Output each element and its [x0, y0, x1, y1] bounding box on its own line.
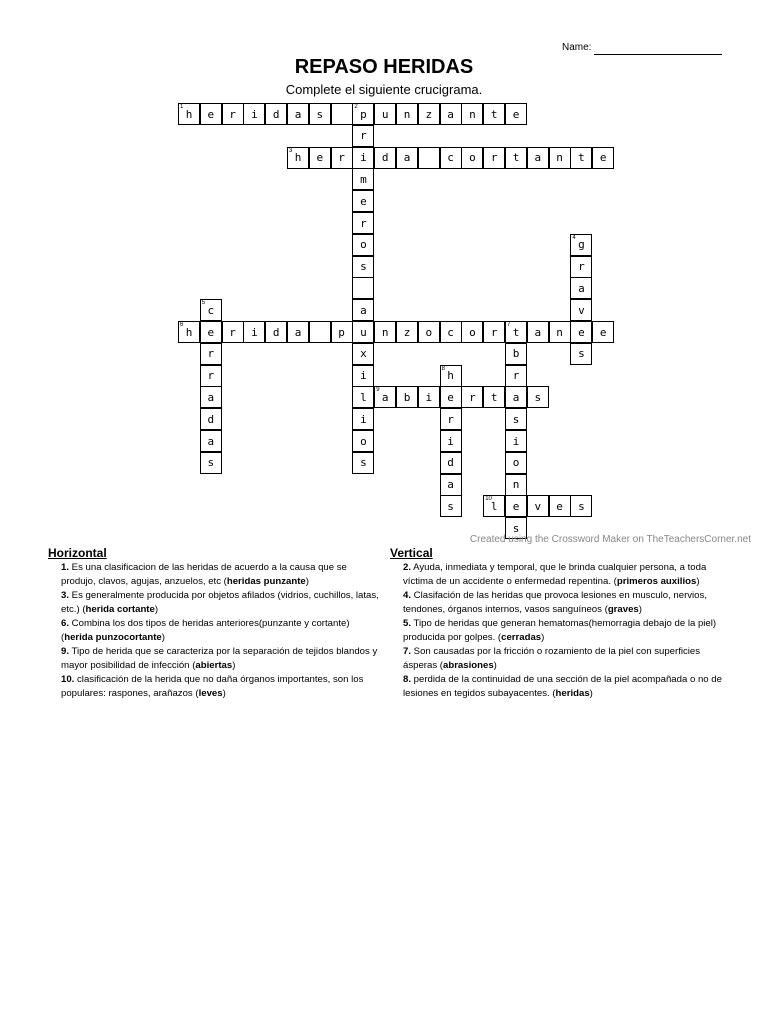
- grid-cell[interactable]: [352, 321, 374, 343]
- cell-letter: s: [512, 521, 520, 535]
- grid-cell[interactable]: [352, 365, 374, 387]
- grid-cell[interactable]: [352, 430, 374, 452]
- grid-cell[interactable]: [352, 190, 374, 212]
- grid-cell[interactable]: [374, 147, 396, 169]
- grid-cell[interactable]: [374, 386, 396, 408]
- cell-letter: o: [425, 325, 433, 339]
- cell-letter: a: [403, 151, 411, 165]
- grid-cell[interactable]: [440, 386, 462, 408]
- cell-letter: s: [534, 390, 542, 404]
- clue-number: 5: [201, 300, 206, 307]
- cell-letter: e: [316, 151, 324, 165]
- cell-letter: e: [360, 194, 367, 208]
- cell-letter: r: [490, 151, 498, 165]
- clue-text: Son causadas por la fricción o rozamiento de la piel con superficies ásperas (: [403, 646, 701, 671]
- clue-answer: abrasiones: [443, 660, 494, 671]
- cell-letter: s: [360, 456, 367, 470]
- grid-cell[interactable]: [461, 321, 483, 343]
- grid-cell[interactable]: [505, 430, 527, 452]
- cell-letter: a: [360, 303, 367, 317]
- clue-tail: ): [696, 576, 700, 587]
- cell-letter: o: [469, 325, 476, 339]
- cell-letter: r: [229, 325, 236, 339]
- grid-cell[interactable]: [331, 321, 353, 343]
- cell-letter: r: [207, 347, 215, 361]
- cell-letter: a: [447, 107, 454, 121]
- grid-cell[interactable]: [200, 365, 222, 387]
- vertical-clues: [390, 546, 730, 701]
- cell-letter: r: [360, 129, 367, 143]
- grid-cell[interactable]: [200, 299, 222, 321]
- cell-letter: u: [381, 107, 389, 121]
- grid-cell[interactable]: [592, 147, 614, 169]
- credit-line: Created using the Crossword Maker on TheTeachersCorner.net: [469, 534, 751, 545]
- grid-cell[interactable]: [483, 495, 505, 517]
- clue-text: clasificación de la herida que no daña órganos importantes, son los populares: raspones, arañazos (: [61, 674, 364, 699]
- clue-tail: ): [589, 688, 593, 699]
- clue-answer: abiertas: [195, 660, 233, 671]
- page-title: REPASO HERIDAS: [294, 56, 474, 78]
- grid-cell[interactable]: [483, 321, 505, 343]
- cell-letter: a: [294, 325, 302, 339]
- grid-cell[interactable]: [418, 386, 440, 408]
- cell-letter: n: [512, 478, 520, 492]
- grid-cell[interactable]: [440, 147, 462, 169]
- grid-cell[interactable]: [461, 103, 483, 125]
- grid-cell[interactable]: [549, 495, 571, 517]
- grid-cell[interactable]: [527, 495, 549, 517]
- grid-cell[interactable]: [265, 321, 287, 343]
- clue-item: [48, 589, 380, 617]
- grid-cell[interactable]: [570, 277, 592, 299]
- grid-cell[interactable]: [483, 386, 505, 408]
- clue-answer: heridas punzante: [226, 576, 306, 587]
- clue-item: [390, 561, 730, 589]
- grid-cell[interactable]: [440, 365, 462, 387]
- grid-cell[interactable]: [505, 474, 527, 496]
- clue-item: [48, 617, 380, 645]
- grid-cell[interactable]: [483, 103, 505, 125]
- clue-number: 10.: [61, 674, 75, 685]
- grid-cell[interactable]: [570, 299, 592, 321]
- grid-cell[interactable]: [396, 386, 418, 408]
- grid-cell[interactable]: [352, 452, 374, 474]
- grid-cell[interactable]: [483, 147, 505, 169]
- clue-text: Es generalmente producida por objetos afilados (vidrios, cuchillos, latas, etc.) (: [61, 590, 379, 615]
- grid-cell[interactable]: [570, 343, 592, 365]
- vertical-clue-list: [390, 561, 730, 701]
- grid-cell[interactable]: [440, 321, 462, 343]
- clue-number: 4: [572, 234, 576, 241]
- grid-cell[interactable]: [243, 321, 265, 343]
- cell-letter: a: [534, 151, 542, 165]
- grid-cell[interactable]: [200, 452, 222, 474]
- grid-cell[interactable]: [200, 103, 222, 125]
- cell-letter: a: [534, 325, 542, 339]
- cell-letter: a: [381, 390, 389, 404]
- grid-cell[interactable]: [570, 234, 592, 256]
- cell-letter: a: [207, 434, 215, 448]
- horizontal-heading: Horizontal: [48, 546, 107, 560]
- grid-cell[interactable]: [309, 103, 331, 125]
- clue-item: [390, 589, 730, 617]
- cell-letter: a: [578, 281, 585, 295]
- cell-letter: b: [512, 347, 520, 361]
- cell-letter: o: [469, 151, 476, 165]
- cell-letter: r: [490, 325, 498, 339]
- grid-cell[interactable]: [352, 125, 374, 147]
- clue-tail: ): [305, 576, 309, 587]
- clue-tail: ): [154, 604, 159, 615]
- cell-letter: r: [229, 107, 236, 121]
- cell-letter: r: [512, 369, 520, 383]
- grid-cell[interactable]: [287, 321, 309, 343]
- grid-cell[interactable]: [461, 386, 483, 408]
- cell-letter: h: [447, 369, 454, 383]
- grid-cell[interactable]: [440, 430, 462, 452]
- grid-cell[interactable]: [440, 452, 462, 474]
- clue-tail: ): [541, 632, 545, 643]
- cell-letter: z: [425, 107, 433, 121]
- cell-letter: s: [512, 412, 520, 426]
- clue-tail: ): [493, 660, 497, 671]
- grid-cell[interactable]: [200, 430, 222, 452]
- grid-cell[interactable]: [352, 168, 374, 190]
- clue-tail: ): [161, 632, 165, 643]
- grid-cell[interactable]: [352, 212, 374, 234]
- cell-letter: c: [207, 303, 215, 317]
- clue-number: 9.: [61, 646, 70, 657]
- clue-number: 4.: [403, 590, 412, 601]
- grid-cell[interactable]: [287, 147, 309, 169]
- cell-letter: s: [207, 456, 215, 470]
- grid-cell[interactable]: [178, 321, 200, 343]
- clue-text: Es una clasificacion de las heridas de acuerdo a la causa que se produjo, clavos, agujas, anzuelos, etc (: [61, 562, 347, 587]
- cell-letter: i: [512, 434, 520, 448]
- cell-letter: t: [490, 390, 498, 404]
- grid-cell[interactable]: [222, 321, 244, 343]
- grid-cell[interactable]: [331, 147, 353, 169]
- clue-number: 1: [180, 104, 184, 110]
- grid-cell[interactable]: [352, 256, 374, 278]
- cell-letter: n: [469, 107, 476, 121]
- clue-number: 7.: [403, 646, 412, 657]
- grid-cell[interactable]: [374, 321, 396, 343]
- cell-letter: o: [512, 456, 520, 470]
- grid-cell[interactable]: [178, 103, 200, 125]
- grid-cell[interactable]: [418, 103, 440, 125]
- cell-letter: t: [512, 325, 520, 339]
- clue-item: [48, 645, 380, 673]
- grid-cell[interactable]: [243, 103, 265, 125]
- grid-cell[interactable]: [200, 408, 222, 430]
- cell-letter: p: [360, 107, 367, 121]
- cell-letter: s: [447, 499, 454, 513]
- cell-letter: n: [381, 325, 389, 339]
- cell-letter: e: [447, 390, 454, 404]
- cell-letter: a: [207, 390, 215, 404]
- clue-text: Clasifación de las heridas que provoca lesiones en musculo, nervios, tendones, órganos internos, vasos sanguíneos (: [403, 590, 707, 615]
- clue-number: 8: [441, 365, 445, 372]
- grid-cell[interactable]: [570, 495, 592, 517]
- grid-cell[interactable]: [505, 452, 527, 474]
- grid-cell[interactable]: [527, 386, 549, 408]
- grid-cell[interactable]: [440, 408, 462, 430]
- grid-cell[interactable]: [352, 299, 374, 321]
- clue-item: [48, 561, 380, 589]
- cell-letter: t: [578, 151, 585, 165]
- clue-text: Tipo de herida que se caracteriza por la separación de tejidos blandos y mayor posibilidad de infección (: [61, 646, 378, 671]
- clue-number: 3.: [61, 590, 70, 601]
- cell-letter: c: [447, 151, 454, 165]
- cell-letter: u: [360, 325, 367, 339]
- clue-answer: cerradas: [501, 632, 542, 643]
- grid-cell[interactable]: [440, 495, 462, 517]
- cell-letter: e: [578, 325, 585, 339]
- cell-letter: s: [578, 347, 585, 361]
- cell-letter: p: [338, 325, 345, 339]
- clue-item: [390, 617, 730, 645]
- grid-cell[interactable]: [331, 103, 353, 125]
- clue-number: 10: [485, 496, 492, 503]
- grid-cell[interactable]: [440, 103, 462, 125]
- cell-letter: d: [207, 412, 215, 426]
- grid-cell[interactable]: [265, 103, 287, 125]
- cell-letter: z: [403, 325, 411, 339]
- grid-cell[interactable]: [505, 408, 527, 430]
- cell-letter: r: [338, 151, 345, 165]
- cell-letter: i: [425, 390, 433, 404]
- cell-letter: t: [512, 151, 520, 165]
- cell-letter: e: [207, 325, 215, 339]
- cell-letter: n: [556, 325, 563, 339]
- cell-letter: o: [360, 238, 367, 252]
- grid-cell[interactable]: [287, 103, 309, 125]
- cell-letter: r: [207, 369, 215, 383]
- clue-number: 9: [376, 387, 380, 394]
- grid-cell[interactable]: [570, 256, 592, 278]
- grid-cell[interactable]: [352, 408, 374, 430]
- cell-letter: t: [490, 107, 498, 121]
- grid-cell[interactable]: [396, 147, 418, 169]
- grid-cell[interactable]: [418, 147, 440, 169]
- grid-cell[interactable]: [200, 321, 222, 343]
- grid-cell[interactable]: [200, 386, 222, 408]
- grid-cell[interactable]: [222, 103, 244, 125]
- grid-cell[interactable]: [505, 321, 527, 343]
- grid-cell[interactable]: [505, 103, 527, 125]
- grid-cell[interactable]: [527, 321, 549, 343]
- cell-letter: e: [207, 107, 215, 121]
- cell-letter: l: [490, 499, 498, 513]
- cell-letter: h: [185, 107, 193, 121]
- grid-cell[interactable]: [440, 474, 462, 496]
- clue-item: [390, 645, 730, 673]
- grid-cell[interactable]: [309, 321, 331, 343]
- cell-letter: r: [578, 260, 585, 274]
- cell-letter: o: [360, 434, 367, 448]
- horizontal-clues: [48, 546, 380, 701]
- cell-letter: i: [360, 151, 367, 165]
- clue-number: 8.: [403, 674, 412, 685]
- grid-cell[interactable]: [396, 103, 418, 125]
- cell-letter: l: [360, 390, 367, 404]
- cell-letter: e: [556, 499, 563, 513]
- cell-letter: h: [185, 325, 193, 339]
- cell-letter: i: [251, 107, 258, 121]
- vertical-heading: Vertical: [390, 546, 433, 560]
- grid-cell[interactable]: [352, 386, 374, 408]
- cell-letter: i: [360, 412, 367, 426]
- cell-letter: a: [294, 107, 302, 121]
- cell-letter: e: [599, 151, 607, 165]
- cell-letter: m: [360, 172, 367, 186]
- grid-cell[interactable]: [592, 321, 614, 343]
- clue-item: [48, 673, 380, 701]
- grid-cell[interactable]: [396, 321, 418, 343]
- grid-cell[interactable]: [505, 147, 527, 169]
- cell-letter: r: [447, 412, 454, 426]
- grid-cell[interactable]: [570, 147, 592, 169]
- clue-text: Tipo de heridas que generan hematomas(hemorragia debajo de la piel) producida por golpes. (: [403, 618, 717, 643]
- clue-answer: herida punzocortante: [64, 632, 162, 643]
- grid-cell[interactable]: [352, 103, 374, 125]
- clue-number: 1.: [61, 562, 70, 573]
- cell-letter: i: [251, 325, 258, 339]
- cell-letter: c: [447, 325, 454, 339]
- clue-answer: leves: [198, 688, 223, 699]
- grid-cell[interactable]: [505, 495, 527, 517]
- cell-letter: d: [272, 107, 280, 121]
- clue-text: Combina los dos tipos de heridas anteriores(punzante y cortante) (: [61, 618, 350, 643]
- grid-cell[interactable]: [549, 321, 571, 343]
- grid-cell[interactable]: [352, 343, 374, 365]
- cell-letter: a: [447, 478, 454, 492]
- clue-tail: ): [232, 660, 236, 671]
- clue-number: 7: [507, 322, 511, 328]
- clue-number: 2: [354, 104, 358, 110]
- cell-letter: n: [403, 107, 411, 121]
- clue-answer: primeros auxilios: [616, 576, 697, 587]
- cell-letter: s: [578, 499, 585, 513]
- grid-cell[interactable]: [505, 365, 527, 387]
- grid-cell[interactable]: [570, 321, 592, 343]
- clue-number: 3: [289, 147, 293, 154]
- grid-cell[interactable]: [418, 321, 440, 343]
- grid-cell[interactable]: [549, 147, 571, 169]
- clue-number: 5.: [403, 618, 412, 629]
- clue-tail: ): [638, 604, 642, 615]
- clue-text: perdida de la continuidad de una sección de la piel acompañada o no de lesiones en tegidos subayacentes. (: [403, 674, 722, 699]
- cell-letter: s: [316, 107, 324, 121]
- cell-letter: i: [447, 434, 454, 448]
- grid-cell[interactable]: [505, 343, 527, 365]
- cell-letter: e: [512, 499, 520, 513]
- cell-letter: e: [599, 325, 607, 339]
- cell-letter: i: [360, 369, 367, 383]
- clue-tail: ): [222, 688, 226, 699]
- cell-letter: g: [578, 238, 585, 252]
- clue-text: Ayuda, inmediata y temporal, que le brinda cualquier persona, a toda víctima de un accidente o enfermedad repentina. (: [403, 562, 707, 587]
- grid-cell[interactable]: [527, 147, 549, 169]
- cell-letter: b: [403, 390, 411, 404]
- cell-letter: r: [469, 390, 476, 404]
- grid-cell[interactable]: [352, 277, 374, 299]
- horizontal-clue-list: [48, 561, 380, 701]
- cell-letter: r: [360, 216, 367, 230]
- cell-letter: v: [534, 499, 542, 513]
- clue-item: [390, 673, 730, 701]
- grid-cell[interactable]: [352, 234, 374, 256]
- clue-number: 6: [180, 322, 184, 328]
- cell-letter: d: [272, 325, 280, 339]
- grid-cell[interactable]: [374, 103, 396, 125]
- cell-letter: n: [556, 151, 563, 165]
- cell-letter: x: [360, 347, 367, 361]
- clue-answer: herida cortante: [85, 604, 155, 615]
- cell-letter: s: [360, 260, 367, 274]
- page-subtitle: Complete el siguiente crucigrama.: [285, 82, 483, 97]
- grid-cell[interactable]: [352, 147, 374, 169]
- grid-cell[interactable]: [505, 386, 527, 408]
- clue-number: 6.: [61, 618, 70, 629]
- cell-letter: d: [381, 151, 389, 165]
- cell-letter: a: [512, 390, 520, 404]
- grid-cell[interactable]: [200, 343, 222, 365]
- grid-cell[interactable]: [461, 147, 483, 169]
- name-label: Name:: [562, 42, 592, 53]
- cell-letter: h: [294, 151, 302, 165]
- cell-letter: e: [512, 107, 520, 121]
- clue-number: 2.: [403, 562, 412, 573]
- clue-answer: graves: [607, 604, 639, 615]
- clue-answer: heridas: [555, 688, 590, 699]
- cell-letter: d: [447, 456, 454, 470]
- grid-cell[interactable]: [309, 147, 331, 169]
- cell-letter: v: [578, 303, 585, 317]
